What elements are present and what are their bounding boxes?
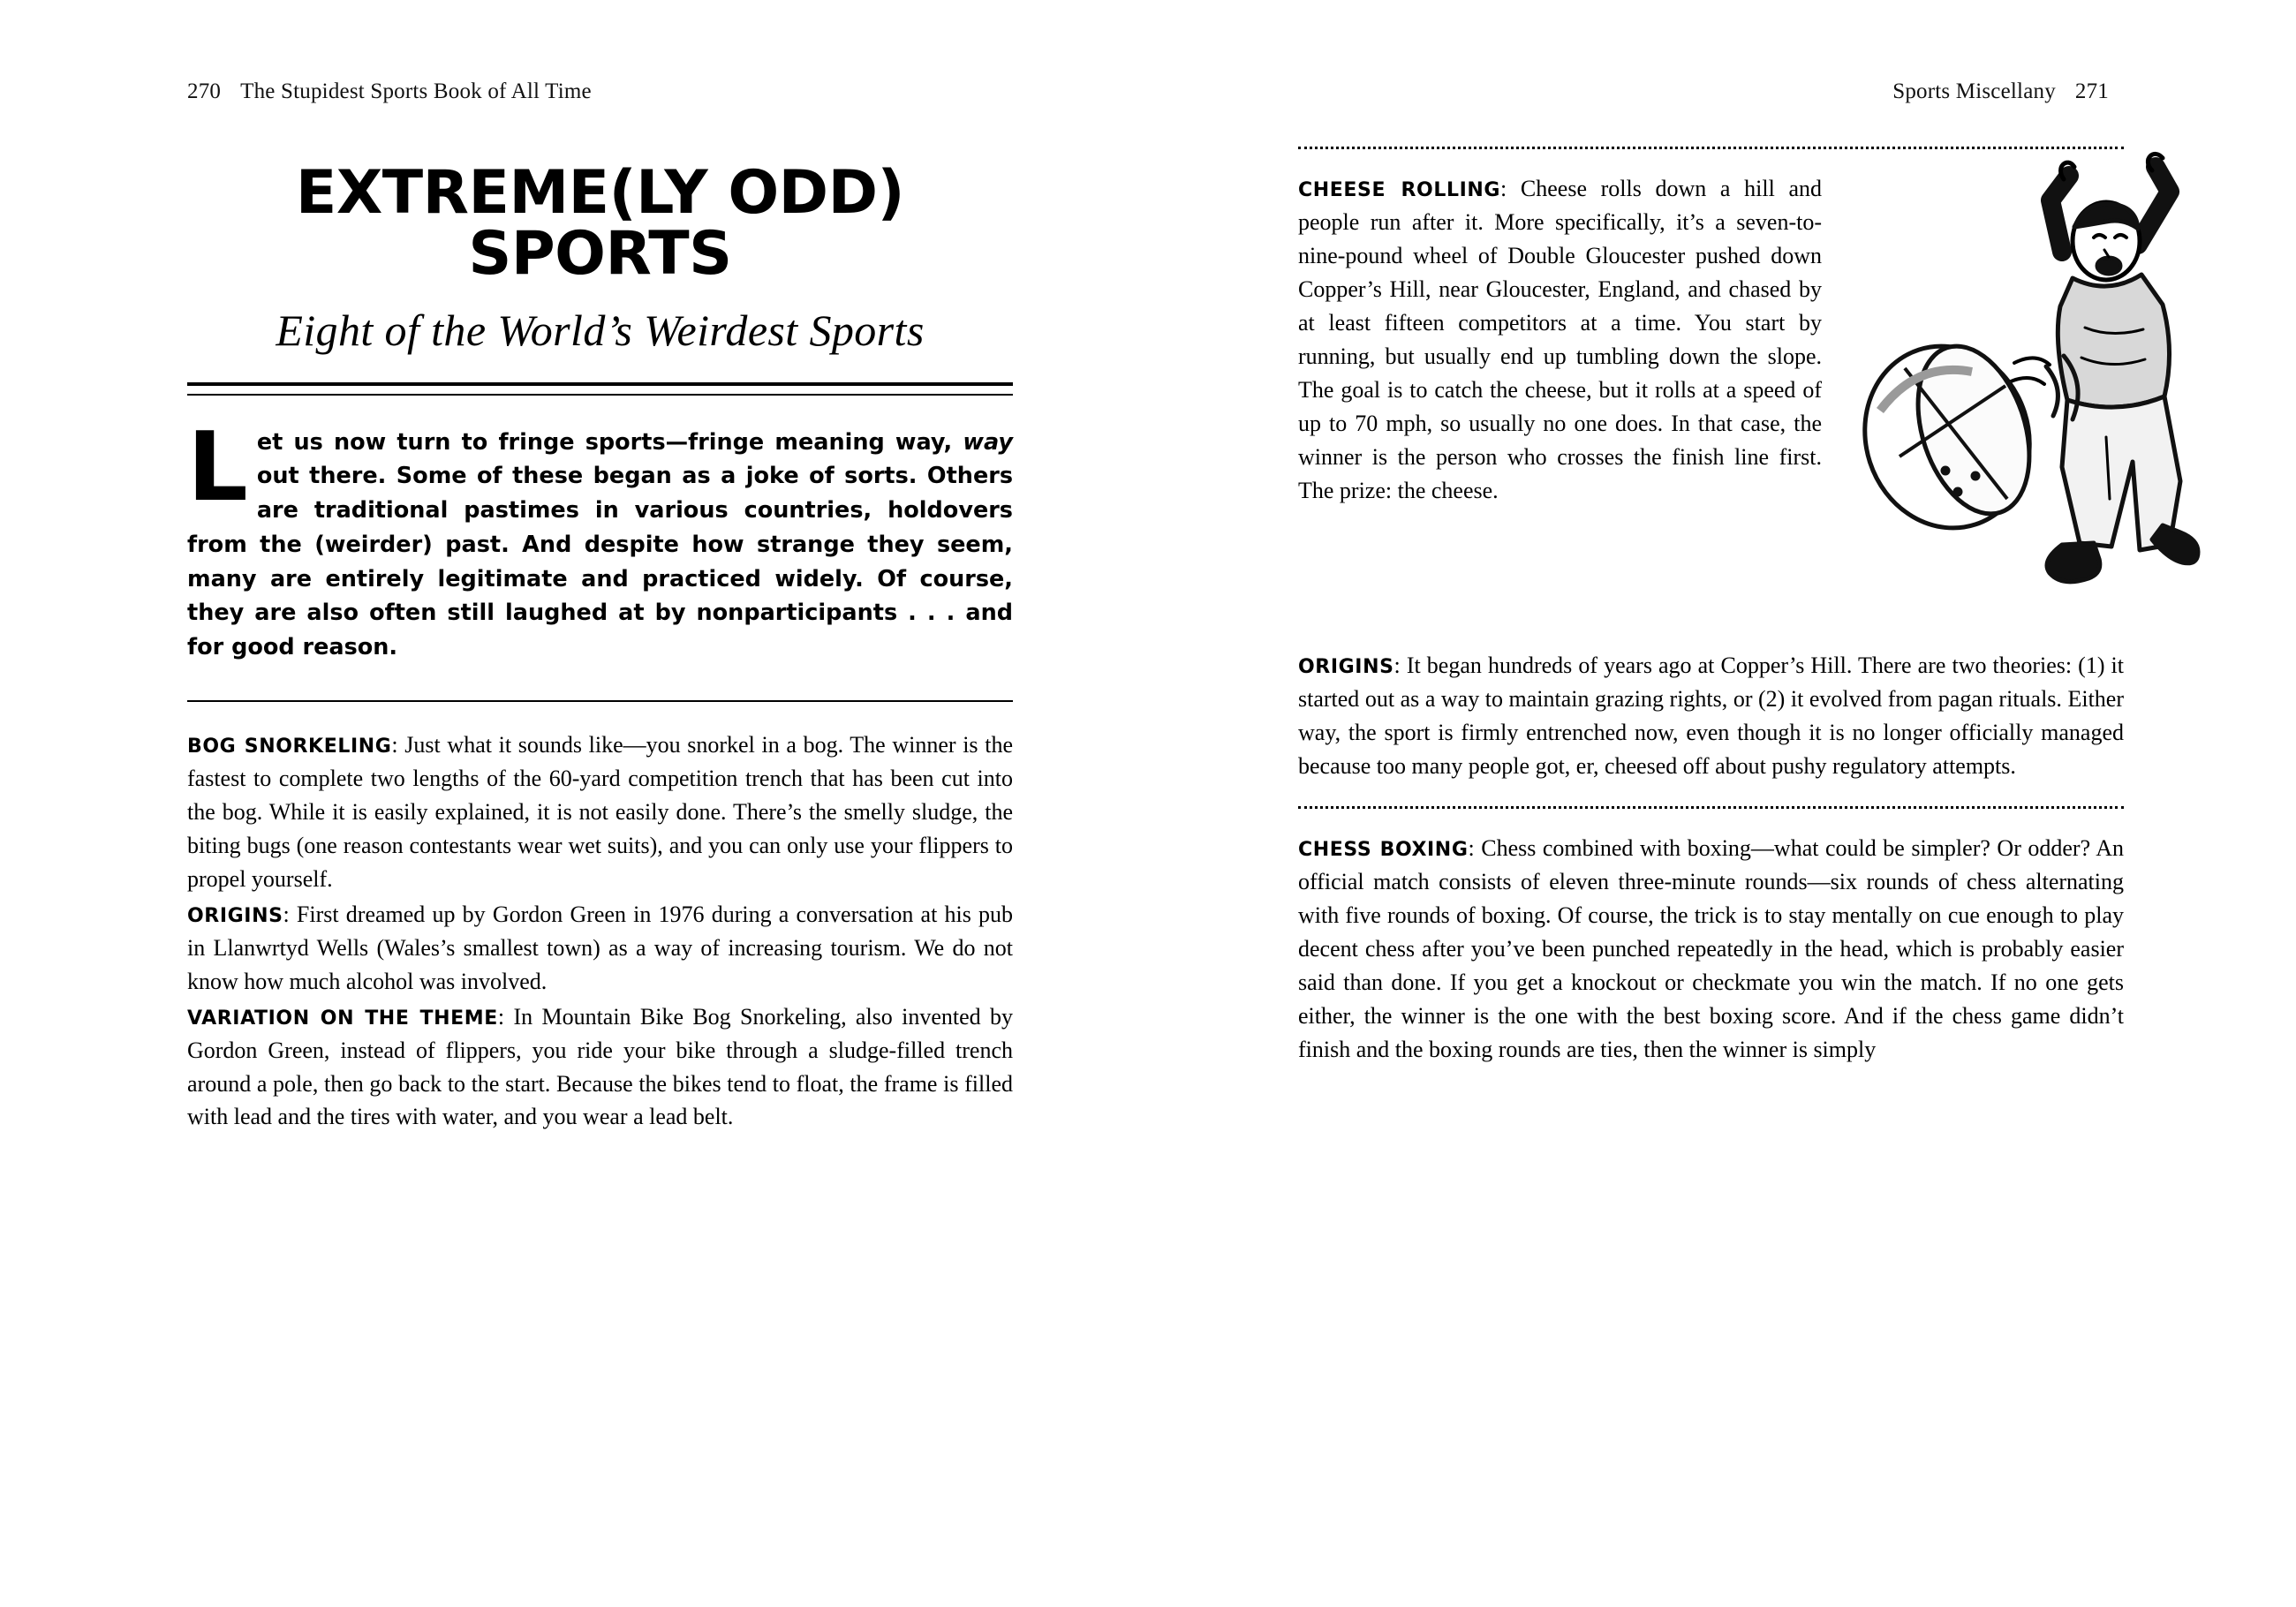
intro-text-emphasis: way <box>963 428 1013 456</box>
entry-body-chess-boxing: : Chess combined with boxing—what could be simpler? Or odder? An official match consists of eleven three-minute rounds—six rounds of chess alternating with five rounds of boxing. Of course, the trick is to stay mentally on cue enough to play decent chess after you’ve been punched repeatedly in the head, which is probably easier said than done. If you get a knockout or checkmate you win the match. If no one gets either, the winner is the one with the best boxing score. And if the chess game didn’t finish and the boxing rounds are ties, then the winner is simply <box>1298 834 2124 1062</box>
entry-body-cheese-origins: : It began hundreds of years ago at Copper’s Hill. There are two theories: (1) it started out as a way to maintain grazing rights, or (2) it evolved from pagan rituals. Either way, the sport is firmly entrenched now, even though it is no longer officially managed because too many people got, er, cheesed off about pushy regulatory attempts. <box>1298 653 2124 779</box>
entry-cheese-origins <box>1298 649 2124 783</box>
chapter-title-block <box>187 158 1013 396</box>
running-head-left <box>187 79 592 104</box>
page-number-left: 270 <box>187 79 222 103</box>
entry-bog-snorkeling <box>187 728 1013 896</box>
entry-body-bog-origins: : First dreamed up by Gordon Green in 1976 during a conversation at his pub in Llanwrtyd Wells (Wales’s smallest town) as a way of increasing tourism. We do not know how much alcohol was involved. <box>187 901 1013 994</box>
intro-text-part2: out there. Some of these began as a joke of sorts. Others are traditional pastimes in various countries, holdovers from the (weirder) past. And despite how strange they seem, many are entirely legitimate and practiced widely. Of course, they are also often still laughed at by nonparticipants . . . and for good reason. <box>187 463 1013 661</box>
chapter-subtitle: Eight of the World’s Weirdest Sports <box>276 305 925 355</box>
entry-lede-bog-snorkeling: BOG SNORKELING <box>187 735 392 758</box>
entry-body-bog-snorkeling: : Just what it sounds like—you snorkel in a bog. The winner is the fastest to complete two lengths of the 60-yard competition trench that has been cut into the bog. While it is easily explained, it is not easily done. There’s the smelly sludge, the biting bugs (one reason contestants wear wet suits), and you can only use your flippers to propel yourself. <box>187 731 1013 892</box>
entry-lede-bog-origins: ORIGINS <box>187 904 283 927</box>
entry-bog-origins <box>187 898 1013 999</box>
section-title: Sports Miscellany <box>1892 79 2056 103</box>
entry-chess-boxing <box>1298 832 2124 1067</box>
dotted-divider-middle <box>1298 806 2124 809</box>
entry-body-cheese-rolling: : Cheese rolls down a hill and people run after it. More specifically, it’s a seven-to-nine-pound wheel of Double Gloucester pushed down Copper’s Hill, near Gloucester, England, and chased by at least fifteen competitors at a time. You start by running, but usually end up tumbling down the slope. The goal is to catch the cheese, but it rolls at a speed of up to 70 mph, so usually no one does. In that case, the winner is the person who crosses the finish line first. The prize: the cheese. <box>1298 176 1822 503</box>
intro-paragraph <box>187 411 1013 665</box>
intro-divider <box>187 700 1013 702</box>
entry-lede-cheese-rolling: CHEESE ROLLING <box>1298 179 1501 201</box>
chapter-title-line2: SPORTS <box>468 219 732 290</box>
cheese-rolling-illustration <box>1841 146 2221 640</box>
running-head-right <box>1892 79 2109 104</box>
entry-lede-bog-variation: VARIATION ON THE THEME <box>187 1007 498 1030</box>
page-left <box>187 141 1013 1135</box>
intro-text-part1: et us now turn to fringe sports—fringe meaning way, <box>256 428 963 456</box>
title-divider <box>187 382 1013 396</box>
page-right <box>1298 141 2124 1068</box>
entry-bog-variation <box>187 1000 1013 1135</box>
chapter-title-line1: EXTREME(LY ODD) <box>295 158 905 228</box>
book-title: The Stupidest Sports Book of All Time <box>240 79 592 103</box>
entry-lede-chess-boxing: CHESS BOXING <box>1298 838 1469 861</box>
page-number-right: 271 <box>2074 79 2109 103</box>
entry-lede-cheese-origins: ORIGINS <box>1298 656 1394 678</box>
drop-cap: L <box>187 411 248 523</box>
entry-body-bog-variation: : In Mountain Bike Bog Snorkeling, also invented by Gordon Green, instead of flippers, you ride your bike through a sludge-filled trench around a pole, then go back to the start. Because the bikes tend to float, the frame is filled with lead and the tires with water, and you wear a lead belt. <box>187 1003 1013 1130</box>
chapter-title <box>187 158 1013 290</box>
